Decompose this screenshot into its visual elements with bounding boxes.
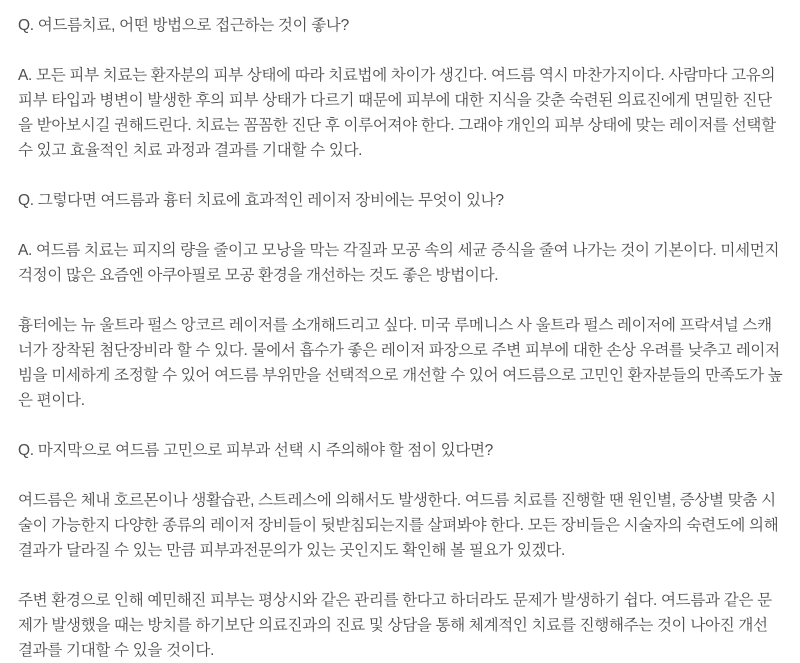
answer-3: 여드름은 체내 호르몬이나 생활습관, 스트레스에 의해서도 발생한다. 여드름 치료를 진행할 땐 원인별, 증상별 맞춤 시술이 가능한지 다양한 종류의 레이저 장비들이 뒷받침되는지를 살펴봐야 한다. 모든 장비들은 시술자의 숙련도에 의해 결과가 달라질 수 있는 만큼 피부과전문의가 있는 곳인지도 확인해 볼 필요가 있겠다.: [18, 492, 779, 559]
answer-1: A. 모든 피부 치료는 환자분의 피부 상태에 따라 치료법에 차이가 생긴다. 여드름 역시 마찬가지이다. 사람마다 고유의 피부 타입과 병변이 발생한 후의 피부 상태가 다르기 때문에 피부에 대한 지식을 갖춘 숙련된 의료진에게 면밀한 진단을 받아보시길 권해드린다. 치료는 꼼꼼한 진단 후 이루어져야 한다. 그래야 개인의 피부 상태에 맞는 레이저를 선택할 수 있고 효율적인 치료 과정과 결과를 기대할 수 있다.: [18, 67, 776, 159]
answer-2: A. 여드름 치료는 피지의 량을 줄이고 모낭을 막는 각질과 모공 속의 세균 증식을 줄여 나가는 것이 기본이다. 미세먼지 걱정이 많은 요즘엔 아쿠아필로 모공 환경을 개선하는 것도 좋은 방법이다.: [18, 242, 780, 284]
question-1: Q. 여드름치료, 어떤 방법으로 접근하는 것이 좋나?: [18, 17, 349, 34]
answer-2-continued: 흉터에는 뉴 울트라 펄스 앙코르 레이저를 소개해드리고 싶다. 미국 루메니스 사 울트라 펄스 레이저에 프락셔널 스캐너가 장착된 첨단장비라 할 수 있다. 물에서 흡수가 좋은 레이저 파장으로 주변 피부에 대한 손상 우려를 낮추고 레이저 빔을 미세하게 조정할 수 있어 여드름 부위만을 선택적으로 개선할 수 있어 여드름으로 고민인 환자분들의 만족도가 높은 편이다.: [18, 317, 783, 409]
question-2: Q. 그렇다면 여드름과 흉터 치료에 효과적인 레이저 장비에는 무엇이 있나?: [18, 192, 504, 209]
answer-3-continued: 주변 환경으로 인해 예민해진 피부는 평상시와 같은 관리를 한다고 하더라도 문제가 발생하기 쉽다. 여드름과 같은 문제가 발생했을 때는 방치를 하기보단 의료진과의 진료 및 상담을 통해 체계적인 치료를 진행해주는 것이 나아진 개선 결과를 기대할 수 있을 것이다.: [18, 592, 772, 659]
question-3: Q. 마지막으로 여드름 고민으로 피부과 선택 시 주의해야 할 점이 있다면?: [18, 442, 493, 459]
